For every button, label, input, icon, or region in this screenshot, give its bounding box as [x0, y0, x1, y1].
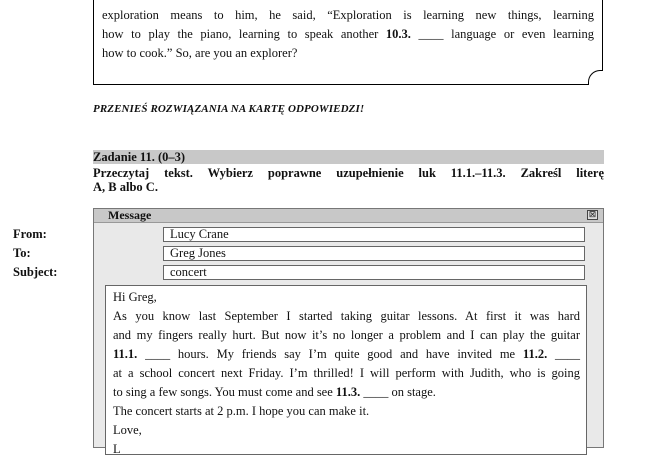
- passage-line-3: how to cook.” So, are you an explorer?: [102, 46, 298, 60]
- body-line-4-end: ____: [547, 347, 580, 361]
- body-line-6-pre: to sing a few songs. You must come and see: [113, 385, 336, 399]
- body-line-1: Hi Greg,: [113, 290, 157, 304]
- body-line-4: [113, 345, 580, 364]
- message-titlebar: [94, 209, 603, 223]
- body-line-8: Love,: [113, 423, 142, 437]
- body-line-6: [113, 383, 580, 402]
- to-label: To:: [13, 246, 31, 260]
- body-line-6-post: ____ on stage.: [360, 385, 436, 399]
- task-instruction-line-1: Przeczytaj tekst. Wybierz poprawne uzupełnienie luk 11.1.–11.3. Zakreśl literę: [93, 166, 604, 180]
- body-line-7: The concert starts at 2 p.m. I hope you can make it.: [113, 404, 370, 418]
- gap-number-11-1: 11.1.: [113, 347, 138, 361]
- passage-line-2: [102, 25, 594, 44]
- body-line-4-mid: ____ hours. My friends say I’m quite good and have invited me: [137, 347, 523, 361]
- gap-number-11-2: 11.2.: [522, 347, 548, 361]
- task-instruction-line-2: A, B albo C.: [93, 180, 158, 194]
- message-title: Message: [108, 208, 152, 222]
- subject-label: Subject:: [13, 265, 58, 279]
- close-icon[interactable]: ⊠: [588, 210, 597, 220]
- answer-sheet-instruction: PRZENIEŚ ROZWIĄZANIA NA KARTĘ ODPOWIEDZI!: [93, 103, 365, 115]
- task-instruction: [93, 166, 604, 194]
- body-line-2: As you know last September I started taking guitar lessons. At first it was hard: [113, 309, 580, 323]
- passage-line-2-end: ____ language or even learning: [410, 27, 594, 41]
- body-line-5: at a school concert next Friday. I’m thrilled! I will perform with Judith, who is going: [113, 366, 580, 380]
- message-body-text: [113, 288, 580, 459]
- subject-field[interactable]: concert: [163, 265, 585, 280]
- from-label: From:: [13, 227, 47, 241]
- body-line-3: and my fingers really hurt. But now it’s no longer a problem and I can play the guitar: [113, 328, 580, 342]
- gap-number-11-3: 11.3.: [335, 385, 361, 399]
- passage-text: [102, 6, 594, 63]
- task-header: Zadanie 11. (0–3): [93, 150, 604, 164]
- to-field[interactable]: Greg Jones: [163, 246, 585, 261]
- from-field[interactable]: Lucy Crane: [163, 227, 585, 242]
- body-line-9: L: [113, 442, 121, 456]
- passage-line-1: exploration means to him, he said, “Exploration is learning new things, learning: [102, 8, 594, 22]
- passage-line-2-text: how to play the piano, learning to speak another: [102, 27, 386, 41]
- gap-number-10-3: 10.3.: [385, 27, 411, 41]
